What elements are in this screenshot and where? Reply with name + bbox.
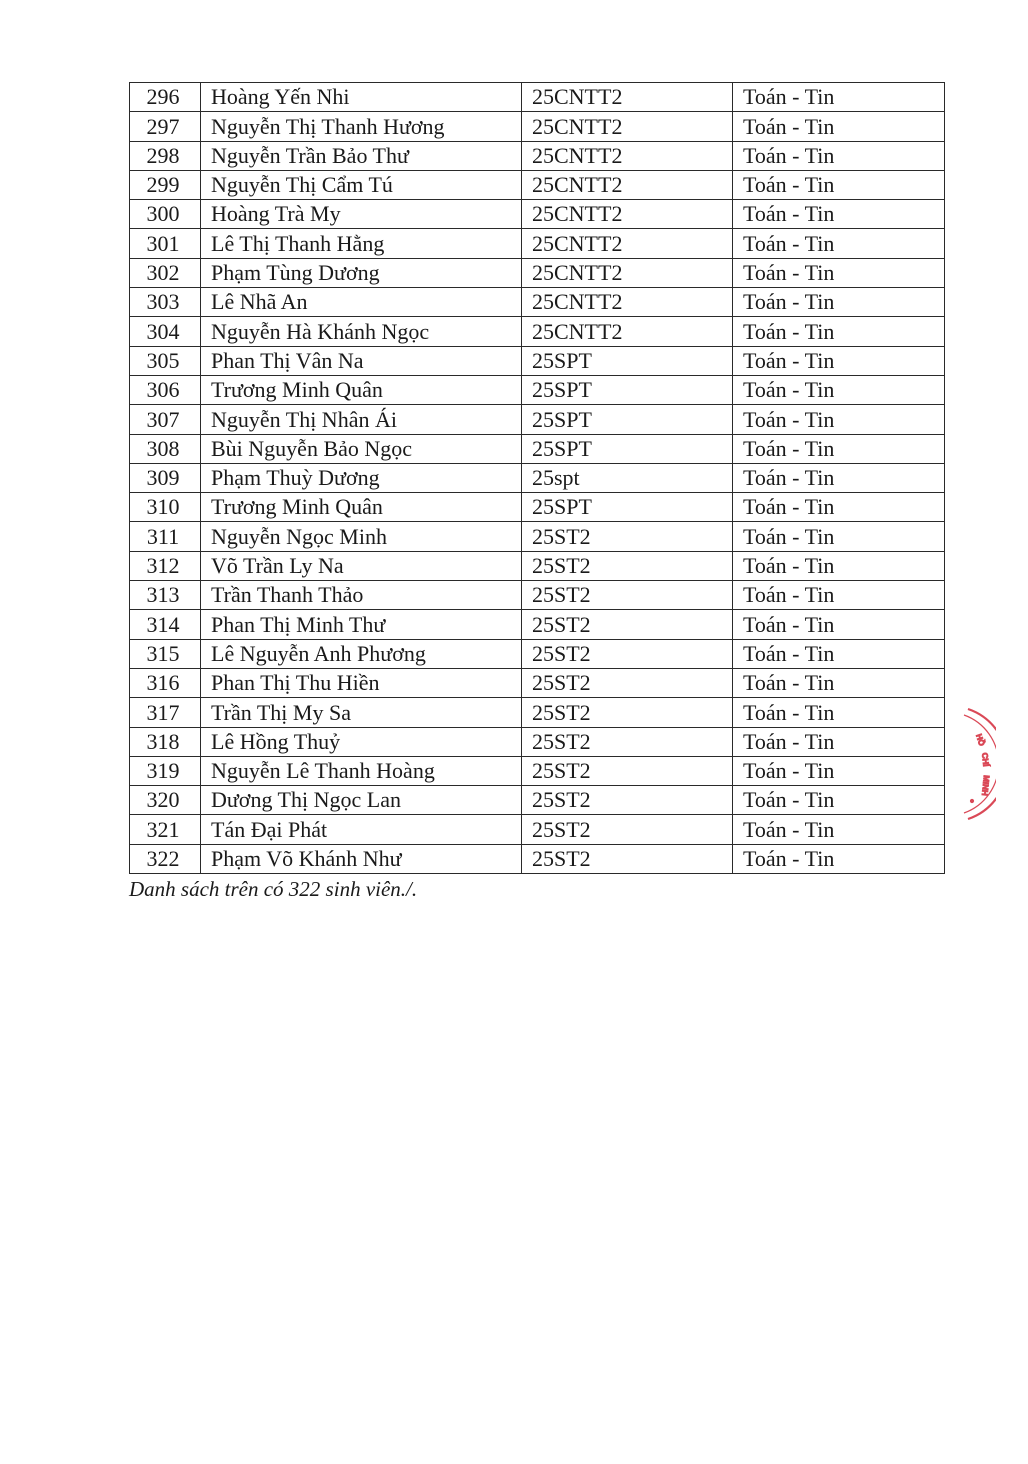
- table-row: [130, 317, 945, 346]
- student-name: Phạm Võ Khánh Như: [201, 844, 522, 873]
- student-name: Lê Nhã An: [201, 288, 522, 317]
- class-code: 25CNTT2: [522, 170, 733, 199]
- student-name: Tán Đại Phát: [201, 815, 522, 844]
- student-name: Hoàng Trà My: [201, 200, 522, 229]
- class-code: 25SPT: [522, 493, 733, 522]
- table-row: [130, 551, 945, 580]
- class-code: 25CNTT2: [522, 317, 733, 346]
- row-number: 309: [130, 463, 201, 492]
- subject: Toán - Tin: [733, 756, 945, 785]
- table-row: [130, 346, 945, 375]
- table-row: [130, 288, 945, 317]
- subject: Toán - Tin: [733, 83, 945, 112]
- subject: Toán - Tin: [733, 844, 945, 873]
- row-number: 315: [130, 639, 201, 668]
- table-row: [130, 434, 945, 463]
- svg-text:MINH: MINH: [979, 774, 991, 797]
- class-code: 25CNTT2: [522, 258, 733, 287]
- row-number: 320: [130, 786, 201, 815]
- subject: Toán - Tin: [733, 522, 945, 551]
- class-code: 25ST2: [522, 815, 733, 844]
- subject: Toán - Tin: [733, 434, 945, 463]
- class-code: 25SPT: [522, 375, 733, 404]
- row-number: 305: [130, 346, 201, 375]
- table-row: [130, 815, 945, 844]
- student-name: Nguyễn Ngọc Minh: [201, 522, 522, 551]
- table-row: [130, 610, 945, 639]
- subject: Toán - Tin: [733, 317, 945, 346]
- row-number: 302: [130, 258, 201, 287]
- class-code: 25CNTT2: [522, 141, 733, 170]
- table-row: [130, 200, 945, 229]
- seal-icon: [962, 705, 996, 823]
- row-number: 311: [130, 522, 201, 551]
- table-row: [130, 463, 945, 492]
- row-number: 304: [130, 317, 201, 346]
- subject: Toán - Tin: [733, 581, 945, 610]
- subject: Toán - Tin: [733, 346, 945, 375]
- student-name: Nguyễn Lê Thanh Hoàng: [201, 756, 522, 785]
- table-row: [130, 786, 945, 815]
- student-name: Trương Minh Quân: [201, 493, 522, 522]
- student-name: Võ Trần Ly Na: [201, 551, 522, 580]
- row-number: 314: [130, 610, 201, 639]
- class-code: 25CNTT2: [522, 288, 733, 317]
- student-count-note: Danh sách trên có 322 sinh viên./.: [129, 877, 418, 901]
- student-name: Trần Thị My Sa: [201, 698, 522, 727]
- table-row: [130, 112, 945, 141]
- class-code: 25ST2: [522, 698, 733, 727]
- subject: Toán - Tin: [733, 463, 945, 492]
- subject: Toán - Tin: [733, 668, 945, 697]
- table-row: [130, 639, 945, 668]
- subject: Toán - Tin: [733, 493, 945, 522]
- class-code: 25ST2: [522, 786, 733, 815]
- row-number: 298: [130, 141, 201, 170]
- table-row: [130, 258, 945, 287]
- row-number: 308: [130, 434, 201, 463]
- subject: Toán - Tin: [733, 200, 945, 229]
- row-number: 306: [130, 375, 201, 404]
- row-number: 313: [130, 581, 201, 610]
- subject: Toán - Tin: [733, 815, 945, 844]
- row-number: 310: [130, 493, 201, 522]
- table-row: [130, 493, 945, 522]
- row-number: 303: [130, 288, 201, 317]
- subject: Toán - Tin: [733, 141, 945, 170]
- subject: Toán - Tin: [733, 112, 945, 141]
- subject: Toán - Tin: [733, 405, 945, 434]
- class-code: 25ST2: [522, 727, 733, 756]
- subject: Toán - Tin: [733, 610, 945, 639]
- row-number: 316: [130, 668, 201, 697]
- class-code: 25ST2: [522, 581, 733, 610]
- student-name: Trần Thanh Thảo: [201, 581, 522, 610]
- subject: Toán - Tin: [733, 229, 945, 258]
- class-code: 25ST2: [522, 756, 733, 785]
- student-name: Dương Thị Ngọc Lan: [201, 786, 522, 815]
- row-number: 299: [130, 170, 201, 199]
- student-name: Nguyễn Trần Bảo Thư: [201, 141, 522, 170]
- table-row: [130, 83, 945, 112]
- table-row: [130, 141, 945, 170]
- subject: Toán - Tin: [733, 288, 945, 317]
- subject: Toán - Tin: [733, 727, 945, 756]
- student-name: Nguyễn Hà Khánh Ngọc: [201, 317, 522, 346]
- class-code: 25CNTT2: [522, 229, 733, 258]
- student-name: Phan Thị Minh Thư: [201, 610, 522, 639]
- class-code: 25ST2: [522, 522, 733, 551]
- row-number: 322: [130, 844, 201, 873]
- class-code: 25CNTT2: [522, 112, 733, 141]
- class-code: 25SPT: [522, 346, 733, 375]
- class-code: 25ST2: [522, 551, 733, 580]
- student-name: Phan Thị Vân Na: [201, 346, 522, 375]
- student-list-body: [130, 83, 945, 874]
- class-code: 25ST2: [522, 844, 733, 873]
- table-row: [130, 375, 945, 404]
- row-number: 317: [130, 698, 201, 727]
- row-number: 307: [130, 405, 201, 434]
- subject: Toán - Tin: [733, 258, 945, 287]
- student-name: Lê Hồng Thuỷ: [201, 727, 522, 756]
- subject: Toán - Tin: [733, 375, 945, 404]
- subject: Toán - Tin: [733, 170, 945, 199]
- row-number: 319: [130, 756, 201, 785]
- table-row: [130, 844, 945, 873]
- student-name: Hoàng Yến Nhi: [201, 83, 522, 112]
- student-name: Nguyễn Thị Nhân Ái: [201, 405, 522, 434]
- table-row: [130, 170, 945, 199]
- svg-text:CHÍ: CHÍ: [980, 752, 991, 767]
- class-code: 25SPT: [522, 405, 733, 434]
- row-number: 300: [130, 200, 201, 229]
- student-name: Nguyễn Thị Thanh Hương: [201, 112, 522, 141]
- class-code: 25CNTT2: [522, 83, 733, 112]
- table-row: [130, 727, 945, 756]
- table-row: [130, 522, 945, 551]
- subject: Toán - Tin: [733, 551, 945, 580]
- student-name: Phan Thị Thu Hiền: [201, 668, 522, 697]
- class-code: 25CNTT2: [522, 200, 733, 229]
- table-row: [130, 668, 945, 697]
- student-name: Nguyễn Thị Cẩm Tú: [201, 170, 522, 199]
- row-number: 312: [130, 551, 201, 580]
- row-number: 318: [130, 727, 201, 756]
- table-row: [130, 698, 945, 727]
- table-row: [130, 581, 945, 610]
- subject: Toán - Tin: [733, 698, 945, 727]
- row-number: 296: [130, 83, 201, 112]
- class-code: 25ST2: [522, 668, 733, 697]
- table-row: [130, 405, 945, 434]
- official-seal-stamp: [962, 705, 996, 823]
- student-name: Phạm Thuỳ Dương: [201, 463, 522, 492]
- class-code: 25ST2: [522, 610, 733, 639]
- row-number: 297: [130, 112, 201, 141]
- student-name: Trương Minh Quân: [201, 375, 522, 404]
- student-name: Lê Nguyễn Anh Phương: [201, 639, 522, 668]
- subject: Toán - Tin: [733, 639, 945, 668]
- table-row: [130, 756, 945, 785]
- class-code: 25ST2: [522, 639, 733, 668]
- student-list-table: [129, 82, 945, 874]
- student-name: Lê Thị Thanh Hằng: [201, 229, 522, 258]
- student-name: Bùi Nguyễn Bảo Ngọc: [201, 434, 522, 463]
- svg-text:HỒ: HỒ: [974, 732, 987, 748]
- class-code: 25SPT: [522, 434, 733, 463]
- student-name: Phạm Tùng Dương: [201, 258, 522, 287]
- class-code: 25spt: [522, 463, 733, 492]
- subject: Toán - Tin: [733, 786, 945, 815]
- table-row: [130, 229, 945, 258]
- row-number: 321: [130, 815, 201, 844]
- row-number: 301: [130, 229, 201, 258]
